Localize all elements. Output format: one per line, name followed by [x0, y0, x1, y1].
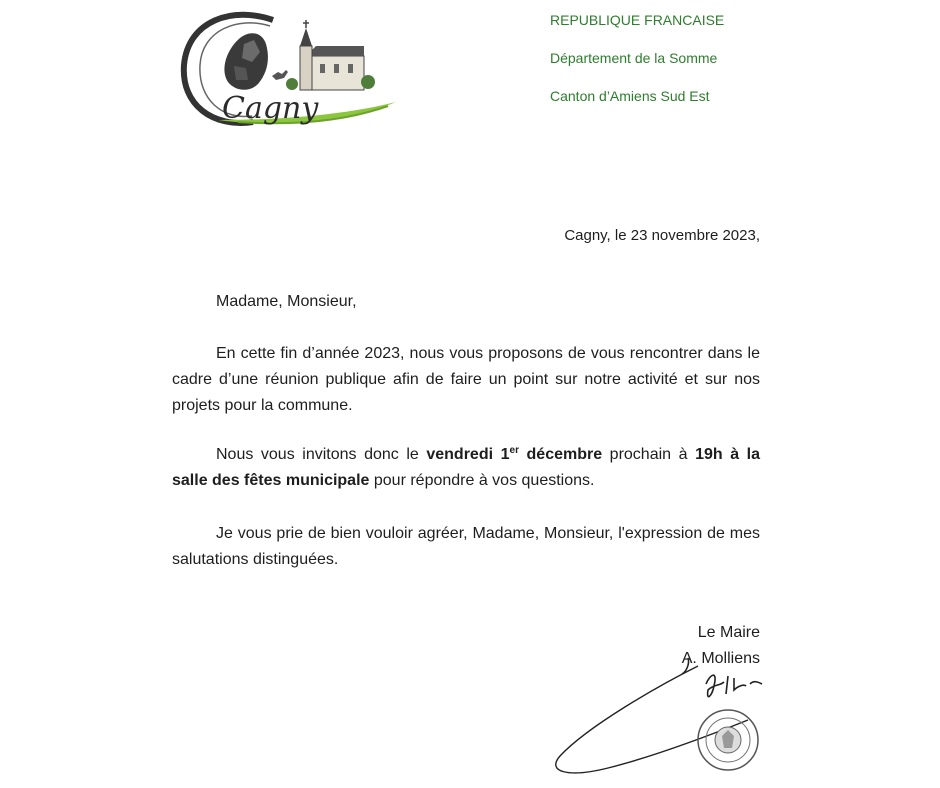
- paragraph-intro: En cette fin d’année 2023, nous vous proposons de vous rencontrer dans le cadre d’une réunion publique afin de faire un point sur notre activité et sur nos projets pour la commune.: [172, 345, 760, 414]
- letterhead: [550, 11, 724, 125]
- signatory-name: A. Molliens: [681, 650, 760, 667]
- invitation-lead: Nous vous invitons donc le: [216, 446, 427, 463]
- invitation-tail: pour répondre à vos questions.: [369, 472, 595, 489]
- paragraph-invitation: [172, 442, 760, 494]
- invitation-place: 19h à la salle des fêtes municipale: [172, 446, 761, 489]
- invitation-ordinal: er: [509, 445, 519, 456]
- cagny-logo-graphic: [178, 10, 400, 132]
- letterhead-canton: Canton d’Amiens Sud Est: [550, 88, 710, 104]
- handwritten-signature: [548, 656, 768, 781]
- letter-date: Cagny, le 23 novembre 2023,: [564, 227, 760, 244]
- logo-wordmark: Cagny: [222, 91, 319, 126]
- paragraph-closing: Je vous prie de bien vouloir agréer, Madame, Monsieur, l'expression de mes salutations distinguées.: [172, 525, 760, 568]
- invitation-month: décembre: [518, 446, 603, 463]
- signature-and-stamp: [548, 656, 768, 781]
- salutation: Madame, Monsieur,: [216, 293, 357, 310]
- signatory-title: Le Maire: [697, 624, 760, 641]
- invitation-mid: prochain à: [602, 446, 696, 463]
- cagny-logo: [178, 10, 400, 132]
- letterhead-department: Département de la Somme: [550, 50, 718, 66]
- letterhead-republic: REPUBLIQUE FRANCAISE: [550, 12, 725, 28]
- invitation-day: vendredi 1: [426, 446, 510, 463]
